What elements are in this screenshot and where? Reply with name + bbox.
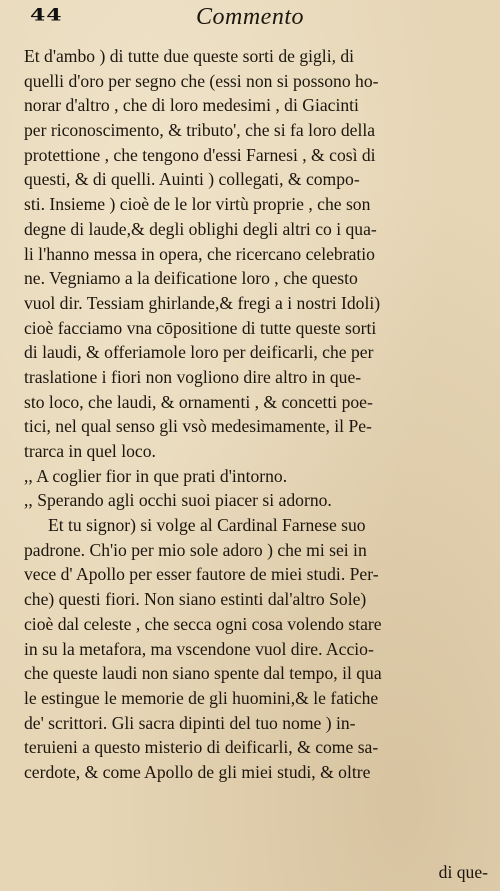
page-number: 44: [30, 5, 63, 25]
text-line: li l'hanno messa in opera, che ricercano celebratio: [24, 243, 375, 264]
text-line: Et d'ambo ) di tutte due queste sorti de gigli, di: [24, 46, 355, 66]
text-line: padrone. Ch'io per mio sole adoro ) che mi sei in: [24, 539, 367, 560]
text-line: questi, & di quelli. Auinti ) collegati, & compo-: [24, 169, 360, 190]
text-line: cioè dal celeste , che secca ogni cosa volendo stare: [24, 613, 382, 634]
text-line: traslatione i fiori non vogliono dire altro in que-: [24, 366, 362, 387]
text-line: degne di laude,& degli oblighi degli altri co i qua-: [24, 218, 377, 239]
text-line: trarca in quel loco.: [24, 441, 156, 461]
text-line: ne. Vegniamo a la deificatione loro , che questo: [24, 268, 358, 289]
quoted-verse-line: ,, A coglier fior in que prati d'intorno.: [24, 465, 288, 486]
text-line: tici, nel qual senso gli vsò medesimamente, il Pe-: [24, 416, 372, 437]
text-line: che) questi fiori. Non siano estinti dal'altro Sole): [24, 589, 367, 610]
text-line: de' scrittori. Gli sacra dipinti del tuo nome ) in-: [24, 712, 356, 733]
text-line: le estingue le memorie de gli huomini,& le fatiche: [24, 687, 379, 708]
running-head: Commento: [196, 4, 304, 30]
text-line: teruieni a questo misterio di deificarli, & come sa-: [24, 737, 379, 758]
body-text: [24, 44, 494, 785]
text-line: vuol dir. Tessiam ghirlande,& fregi a i nostri Idoli): [24, 292, 381, 313]
catchword: di que-: [438, 862, 488, 882]
text-line: quelli d'oro per segno che (essi non si possono ho-: [24, 70, 379, 91]
text-line: sto loco, che laudi, & ornamenti , & concetti poe-: [24, 391, 373, 412]
text-line: che queste laudi non siano spente dal tempo, il qua: [24, 663, 382, 684]
text-line: sti. Insieme ) cioè de le lor virtù proprie , che son: [24, 194, 371, 215]
text-line: in su la metafora, ma vscendone vuol dire. Accio-: [24, 638, 374, 659]
text-line: di laudi, & offeriamole loro per deificarli, che per: [24, 342, 374, 363]
text-line: per riconoscimento, & tributo', che si fa loro della: [24, 120, 376, 141]
text-line: Et tu signor) si volge al Cardinal Farnese suo: [48, 515, 366, 536]
text-line: norar d'altro , che di loro medesimi , di Giacinti: [24, 95, 359, 116]
text-line: vece d' Apollo per esser fautore de miei studi. Per-: [24, 564, 379, 585]
text-line: cioè facciamo vna cōpositione di tutte queste sorti: [24, 317, 377, 338]
text-line: cerdote, & come Apollo de gli miei studi, & oltre: [24, 761, 371, 782]
text-line: protettione , che tengono d'essi Farnesi , & così di: [24, 144, 376, 165]
quoted-verse-line: ,, Sperando agli occhi suoi piacer si adorno.: [24, 490, 332, 511]
